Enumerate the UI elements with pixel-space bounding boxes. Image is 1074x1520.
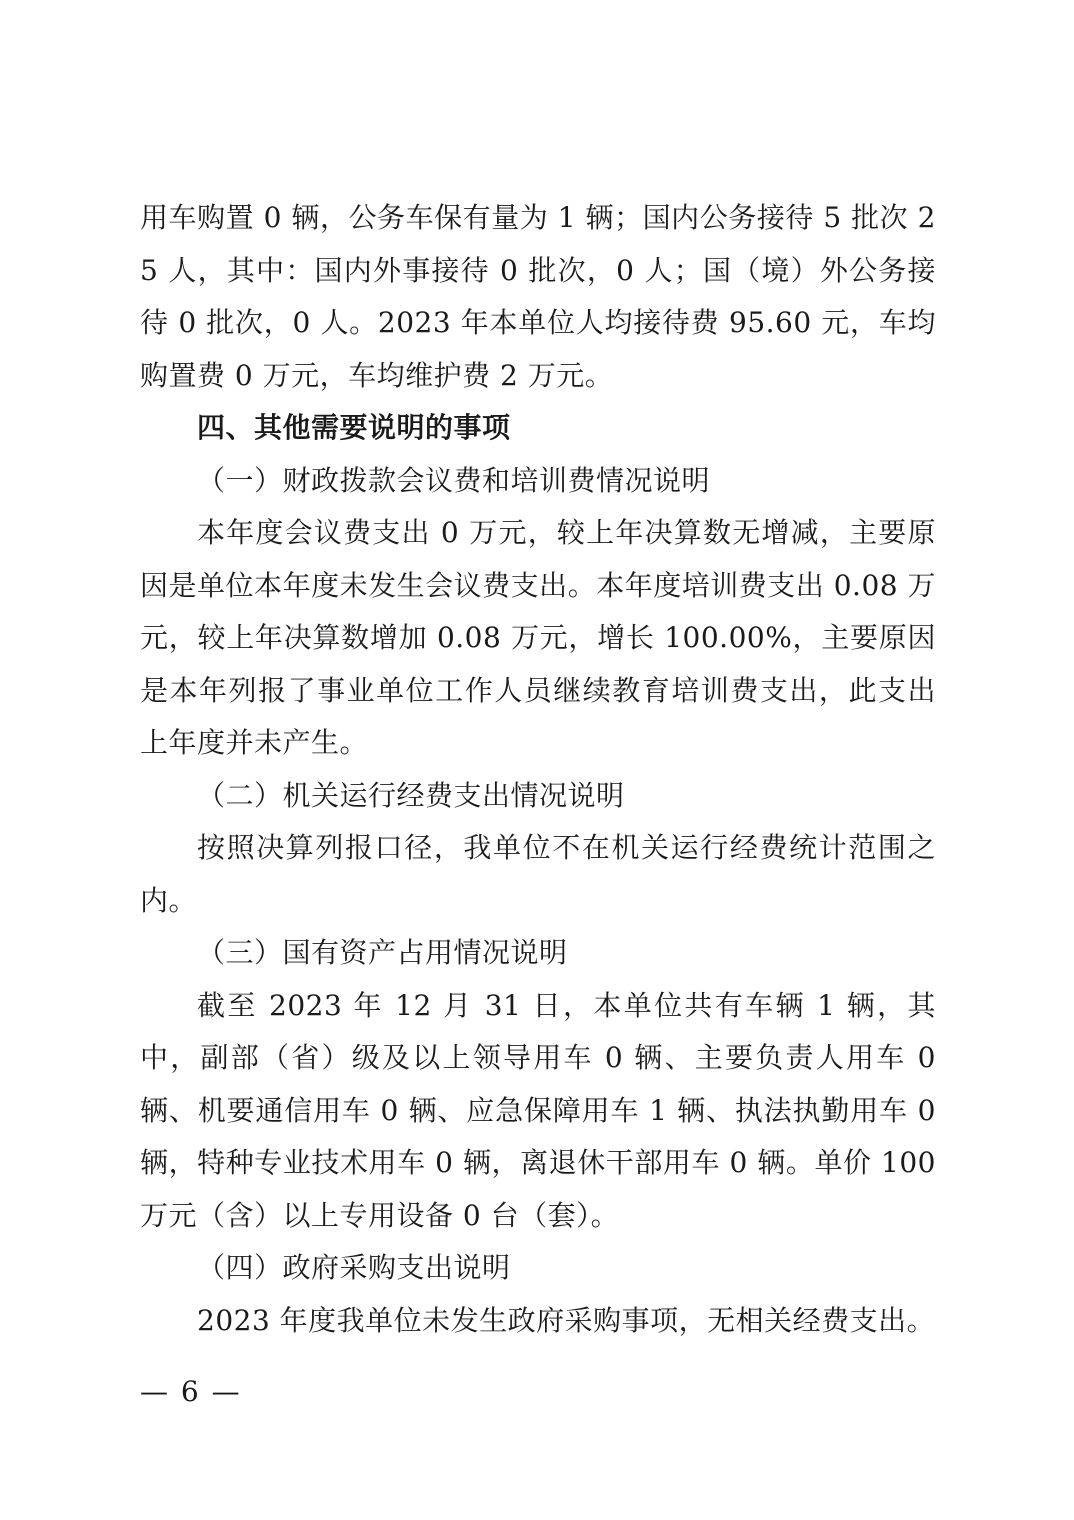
section-heading-other-matters: 四、其他需要说明的事项 (197, 411, 511, 444)
document-body (140, 192, 936, 1347)
paragraph-vehicle-reception-summary: 用车购置 0 辆，公务车保有量为 1 辆；国内公务接待 5 批次 25 人，其中：国内外事接待 0 批次，0 人；国（境）外公务接待 0 批次，0 人。2023 年本单位人均接待费 95.60 元，车均购置费 0 万元，车均维护费 2 万元。 (140, 201, 936, 392)
paragraph-state-assets: 截至 2023 年 12 月 31 日，本单位共有车辆 1 辆，其中，副部（省）级及以上领导用车 0 辆、主要负责人用车 0 辆、机要通信用车 0 辆、应急保障用车 1 辆、执法执勤用车 0 辆，特种专业技术用车 0 辆，离退休干部用车 0 辆。单价 100 万元（含）以上专用设备 0 台（套）。 (140, 988, 936, 1232)
paragraph-government-procurement: 2023 年度我单位未发生政府采购事项，无相关经费支出。 (197, 1303, 936, 1337)
subsection-heading-meeting-training: （一）财政拨款会议费和培训费情况说明 (197, 463, 711, 497)
paragraph-operating-expenses: 按照决算列报口径，我单位不在机关运行经费统计范围之内。 (140, 831, 936, 917)
page-number: — 6 — (140, 1375, 242, 1408)
paragraph-meeting-training: 本年度会议费支出 0 万元，较上年决算数无增减，主要原因是单位本年度未发生会议费支出。本年度培训费支出 0.08 万元，较上年决算数增加 0.08 万元，增长 100.00%，主要原因是本年列报了事业单位工作人员继续教育培训费支出，此支出上年度并未产生。 (140, 516, 936, 759)
subsection-heading-operating-expenses: （二）机关运行经费支出情况说明 (197, 778, 625, 812)
subsection-heading-government-procurement: （四）政府采购支出说明 (197, 1251, 511, 1284)
subsection-heading-state-assets: （三）国有资产占用情况说明 (197, 936, 568, 969)
